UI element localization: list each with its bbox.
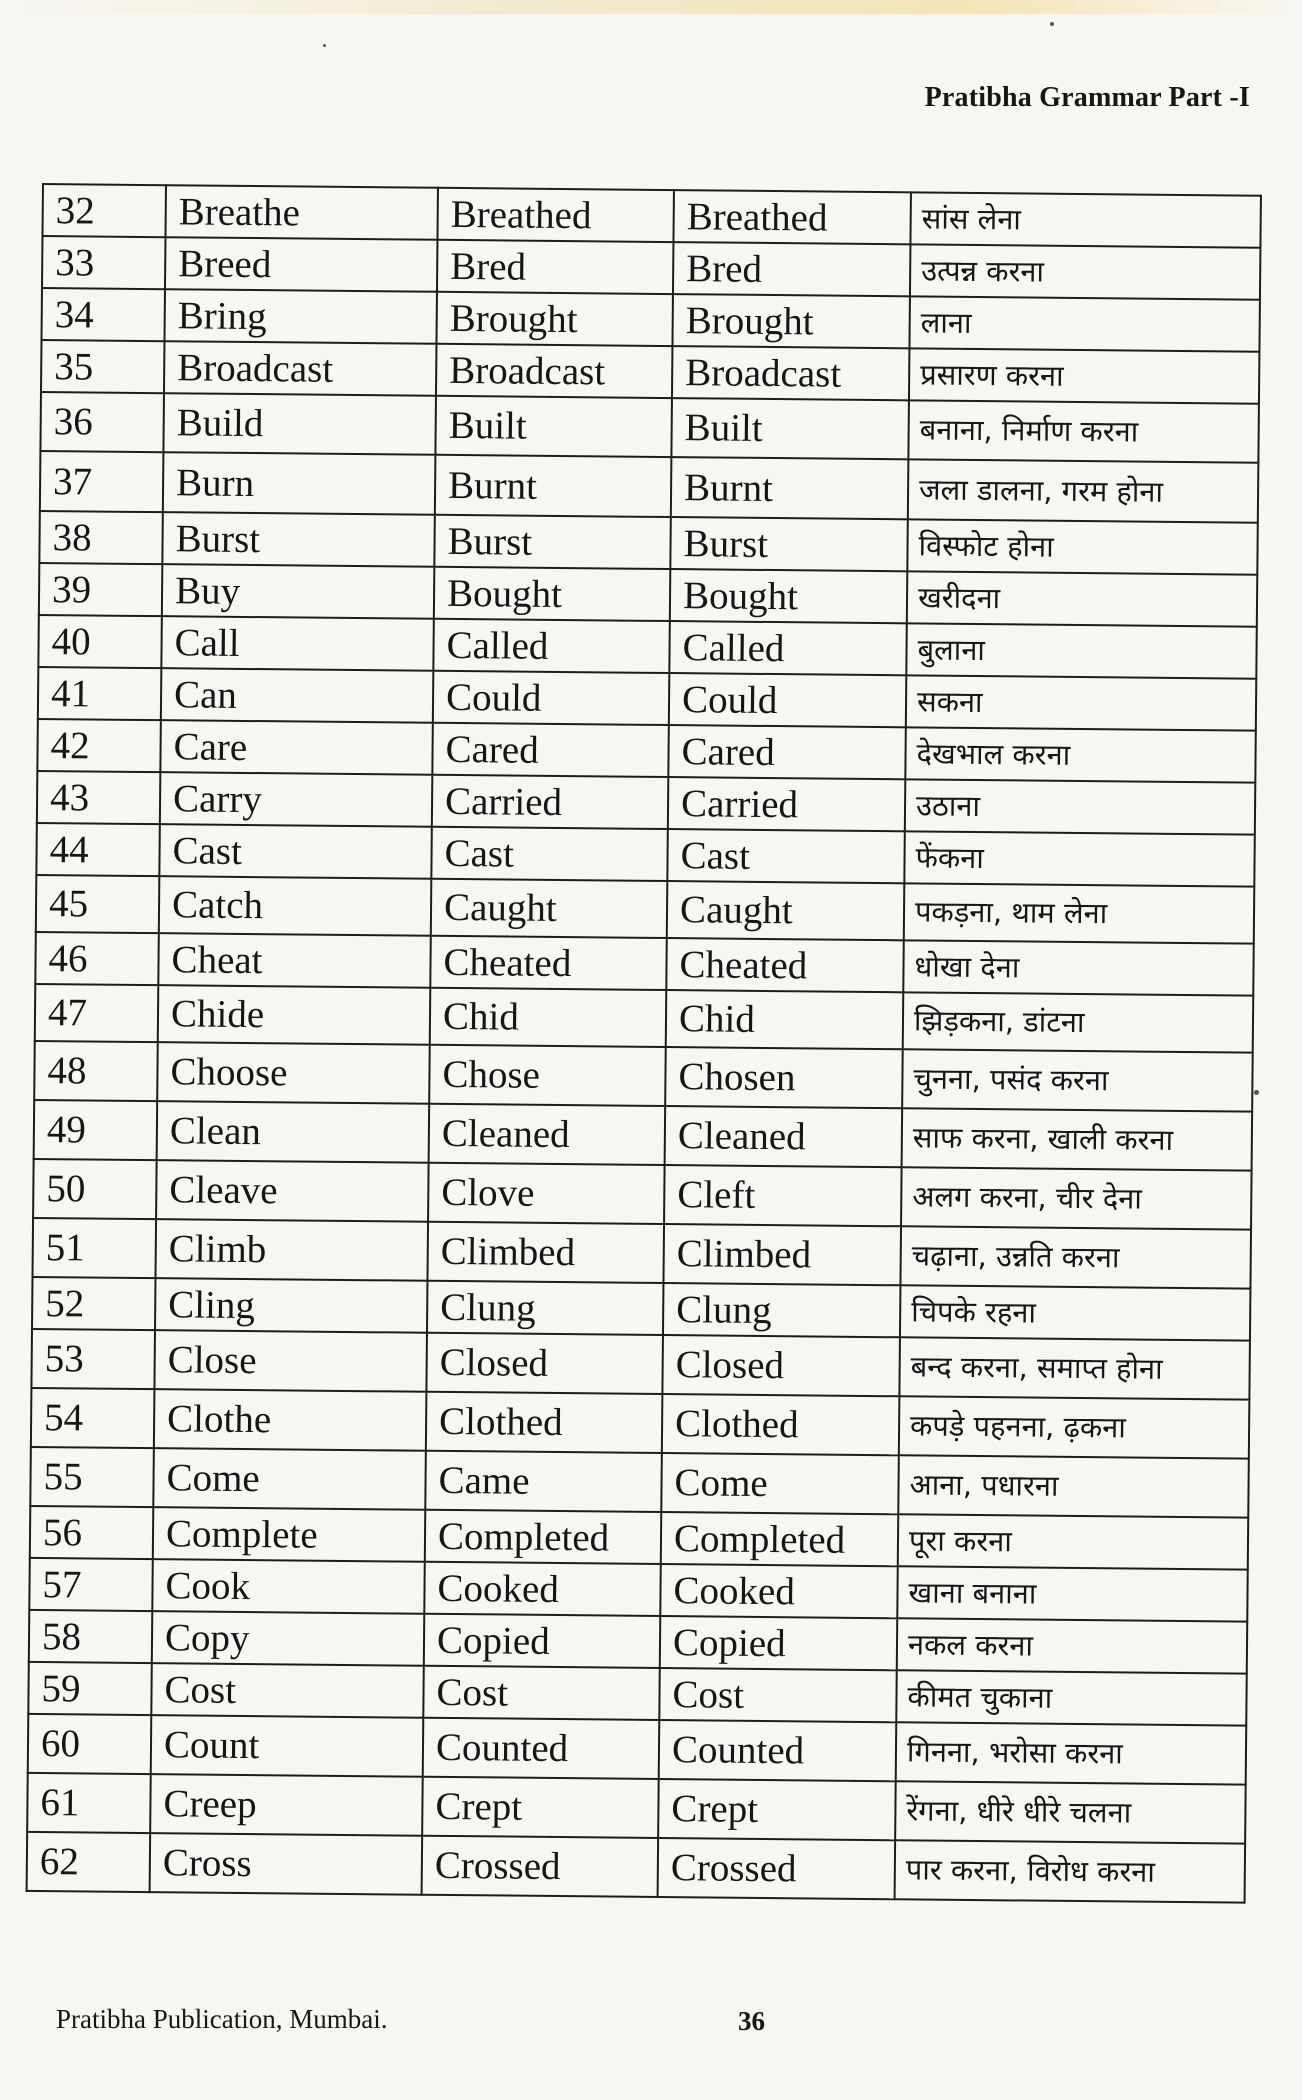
cell-number: 60 — [28, 1714, 152, 1774]
cell-hindi-meaning: पकड़ना, थाम लेना — [904, 883, 1255, 943]
cell-number: 32 — [42, 184, 165, 237]
cell-past-participle: Crept — [658, 1779, 896, 1840]
cell-base-form: Buy — [162, 564, 434, 619]
cell-base-form: Breed — [165, 237, 437, 292]
cell-hindi-meaning: कपड़े पहनना, ढ़कना — [899, 1396, 1250, 1458]
cell-number: 61 — [27, 1773, 151, 1833]
cell-past-participle: Cast — [667, 829, 904, 883]
cell-past-participle: Breathed — [673, 190, 910, 244]
table-row — [27, 1832, 1246, 1903]
cell-past-participle: Bought — [670, 569, 907, 623]
cell-number: 50 — [33, 1159, 157, 1219]
cell-number: 36 — [40, 392, 164, 452]
cell-hindi-meaning: चढ़ाना, उन्नति करना — [900, 1226, 1251, 1288]
cell-hindi-meaning: गिनना, भरोसा करना — [896, 1722, 1247, 1784]
page-top-stain — [0, 0, 1302, 14]
page-speck — [1254, 1090, 1259, 1095]
cell-number: 56 — [30, 1506, 153, 1559]
cell-number: 52 — [32, 1277, 155, 1330]
cell-past-participle: Bred — [673, 242, 910, 296]
cell-hindi-meaning: कीमत चुकाना — [896, 1670, 1246, 1725]
cell-past-form: Broadcast — [436, 344, 672, 398]
cell-past-form: Completed — [425, 1510, 661, 1564]
cell-base-form: Cast — [159, 824, 431, 879]
cell-past-form: Clothed — [426, 1392, 663, 1453]
cell-past-participle: Cleft — [664, 1165, 902, 1226]
cell-past-form: Chid — [430, 988, 667, 1047]
cell-base-form: Count — [151, 1715, 424, 1777]
cell-base-form: Chide — [158, 985, 431, 1045]
cell-past-form: Cheated — [430, 936, 666, 990]
cell-base-form: Catch — [159, 876, 432, 936]
cell-base-form: Bring — [164, 289, 436, 344]
cell-number: 59 — [28, 1662, 151, 1715]
cell-past-participle: Chid — [666, 990, 904, 1049]
cell-past-form: Climbed — [427, 1222, 664, 1283]
cell-past-form: Bought — [434, 567, 670, 621]
cell-past-form: Crept — [422, 1777, 659, 1838]
cell-past-form: Called — [433, 619, 669, 673]
cell-past-form: Came — [425, 1451, 662, 1512]
verb-forms-table — [26, 183, 1262, 1904]
cell-base-form: Cost — [151, 1663, 423, 1718]
cell-base-form: Burst — [162, 512, 434, 567]
cell-number: 54 — [31, 1388, 155, 1448]
cell-hindi-meaning: जला डालना, गरम होना — [908, 459, 1259, 522]
cell-past-form: Crossed — [422, 1836, 659, 1897]
cell-past-form: Clung — [427, 1281, 663, 1335]
cell-past-form: Burnt — [435, 455, 672, 517]
cell-hindi-meaning: लाना — [909, 296, 1259, 351]
cell-past-participle: Climbed — [663, 1224, 901, 1285]
cell-hindi-meaning: अलग करना, चीर देना — [901, 1167, 1252, 1229]
cell-base-form: Creep — [150, 1774, 423, 1836]
page-speck — [323, 44, 326, 47]
cell-past-participle: Counted — [659, 1720, 897, 1781]
cell-number: 39 — [39, 563, 162, 616]
cell-number: 53 — [31, 1329, 155, 1389]
cell-past-form: Cleaned — [429, 1104, 666, 1165]
cell-base-form: Care — [160, 720, 432, 775]
cell-hindi-meaning: पूरा करना — [898, 1514, 1248, 1569]
cell-hindi-meaning: बनाना, निर्माण करना — [908, 400, 1259, 462]
cell-past-form: Built — [435, 396, 672, 457]
cell-base-form: Breathe — [165, 185, 437, 240]
cell-number: 38 — [39, 511, 162, 564]
cell-number: 37 — [40, 451, 164, 512]
cell-hindi-meaning: फेंकना — [904, 831, 1254, 886]
cell-past-participle: Crossed — [658, 1838, 896, 1899]
page-header-title: Pratibha Grammar Part -I — [924, 82, 1250, 113]
cell-past-form: Caught — [431, 879, 668, 938]
cell-past-participle: Cared — [668, 725, 905, 779]
cell-base-form: Complete — [153, 1507, 425, 1562]
cell-past-participle: Completed — [661, 1512, 898, 1566]
cell-number: 42 — [37, 719, 160, 772]
footer-publisher: Pratibha Publication, Mumbai. — [56, 2004, 388, 2034]
cell-number: 40 — [38, 615, 161, 668]
cell-number: 33 — [42, 236, 165, 289]
cell-number: 34 — [41, 288, 164, 341]
cell-hindi-meaning: देखभाल करना — [905, 727, 1255, 782]
cell-base-form: Cling — [155, 1278, 427, 1333]
cell-base-form: Cross — [150, 1833, 423, 1895]
verb-table-body — [27, 184, 1261, 1903]
cell-past-participle: Cost — [659, 1668, 896, 1722]
cell-base-form: Call — [161, 616, 433, 671]
cell-hindi-meaning: झिड़कना, डांटना — [903, 992, 1254, 1052]
cell-past-participle: Clothed — [662, 1394, 900, 1455]
cell-hindi-meaning: खरीदना — [907, 571, 1257, 626]
cell-past-form: Cast — [431, 827, 667, 881]
cell-number: 47 — [35, 984, 159, 1042]
cell-past-participle: Cleaned — [665, 1106, 903, 1167]
cell-hindi-meaning: उठाना — [905, 779, 1255, 834]
cell-past-form: Cooked — [424, 1562, 660, 1616]
cell-number: 44 — [36, 823, 159, 876]
cell-base-form: Come — [153, 1448, 426, 1510]
cell-hindi-meaning: नकल करना — [897, 1618, 1247, 1673]
cell-number: 46 — [35, 932, 158, 985]
cell-past-form: Cost — [423, 1666, 659, 1720]
cell-past-form: Brought — [436, 292, 672, 346]
verb-table-container — [26, 183, 1260, 1904]
cell-number: 55 — [30, 1447, 154, 1507]
cell-hindi-meaning: प्रसारण करना — [909, 348, 1259, 403]
cell-past-form: Bred — [437, 240, 673, 294]
cell-hindi-meaning: धोखा देना — [903, 940, 1253, 995]
cell-past-participle: Come — [661, 1453, 899, 1514]
cell-past-form: Carried — [432, 775, 668, 829]
cell-base-form: Carry — [160, 772, 432, 827]
cell-hindi-meaning: रेंगना, धीरे धीरे चलना — [895, 1781, 1246, 1843]
cell-hindi-meaning: आना, पधारना — [898, 1455, 1249, 1517]
cell-hindi-meaning: बुलाना — [906, 623, 1256, 678]
cell-base-form: Clothe — [154, 1389, 427, 1451]
cell-number: 51 — [32, 1218, 156, 1278]
cell-base-form: Close — [154, 1330, 427, 1392]
cell-number: 57 — [29, 1558, 152, 1611]
cell-past-form: Clove — [428, 1163, 665, 1224]
cell-base-form: Can — [161, 668, 433, 723]
cell-past-participle: Chosen — [665, 1047, 903, 1108]
cell-number: 62 — [27, 1832, 151, 1892]
cell-past-form: Could — [433, 671, 669, 725]
cell-number: 49 — [34, 1100, 158, 1160]
cell-past-participle: Carried — [668, 777, 905, 831]
cell-past-participle: Clung — [663, 1283, 900, 1337]
cell-past-participle: Cooked — [660, 1564, 897, 1618]
cell-base-form: Burn — [163, 452, 436, 515]
cell-hindi-meaning: चिपके रहना — [900, 1285, 1250, 1340]
cell-past-participle: Brought — [672, 294, 909, 348]
cell-past-participle: Burst — [670, 517, 907, 571]
cell-base-form: Cook — [152, 1559, 424, 1614]
cell-base-form: Broadcast — [164, 341, 436, 396]
cell-base-form: Climb — [155, 1219, 428, 1281]
cell-base-form: Cheat — [158, 933, 430, 988]
cell-number: 43 — [37, 771, 160, 824]
cell-past-participle: Called — [669, 621, 906, 675]
cell-past-participle: Closed — [662, 1335, 900, 1396]
cell-past-form: Closed — [426, 1333, 663, 1394]
page-speck — [1050, 22, 1054, 26]
cell-past-participle: Built — [671, 398, 909, 459]
cell-hindi-meaning: पार करना, विरोध करना — [895, 1840, 1246, 1902]
cell-past-participle: Could — [669, 673, 906, 727]
cell-hindi-meaning: खाना बनाना — [897, 1566, 1247, 1621]
cell-hindi-meaning: साफ करना, खाली करना — [902, 1108, 1253, 1170]
cell-base-form: Cleave — [156, 1160, 429, 1222]
cell-past-form: Counted — [423, 1718, 660, 1779]
cell-base-form: Copy — [152, 1611, 424, 1666]
cell-number: 58 — [29, 1610, 152, 1663]
cell-past-participle: Broadcast — [672, 346, 909, 400]
cell-base-form: Build — [163, 393, 436, 455]
cell-hindi-meaning: बन्द करना, समाप्त होना — [899, 1337, 1250, 1399]
cell-past-form: Breathed — [437, 188, 673, 242]
cell-past-form: Burst — [434, 515, 670, 569]
cell-past-participle: Cheated — [666, 938, 903, 992]
cell-hindi-meaning: उत्पन्न करना — [910, 244, 1260, 299]
cell-past-form: Chose — [429, 1045, 666, 1106]
cell-base-form: Clean — [157, 1101, 430, 1163]
footer-page-number: 36 — [738, 2006, 765, 2036]
cell-number: 41 — [38, 667, 161, 720]
cell-past-form: Copied — [424, 1614, 660, 1668]
cell-past-participle: Caught — [667, 881, 905, 940]
cell-hindi-meaning: सांस लेना — [910, 192, 1260, 247]
cell-hindi-meaning: सकना — [906, 675, 1256, 730]
cell-hindi-meaning: विस्फोट होना — [907, 519, 1257, 574]
cell-past-form: Cared — [432, 723, 668, 777]
cell-past-participle: Burnt — [671, 457, 909, 519]
cell-number: 45 — [36, 875, 160, 933]
cell-past-participle: Copied — [660, 1616, 897, 1670]
cell-base-form: Choose — [157, 1042, 430, 1104]
cell-hindi-meaning: चुनना, पसंद करना — [902, 1049, 1253, 1111]
cell-number: 35 — [41, 340, 164, 393]
cell-number: 48 — [34, 1041, 158, 1101]
